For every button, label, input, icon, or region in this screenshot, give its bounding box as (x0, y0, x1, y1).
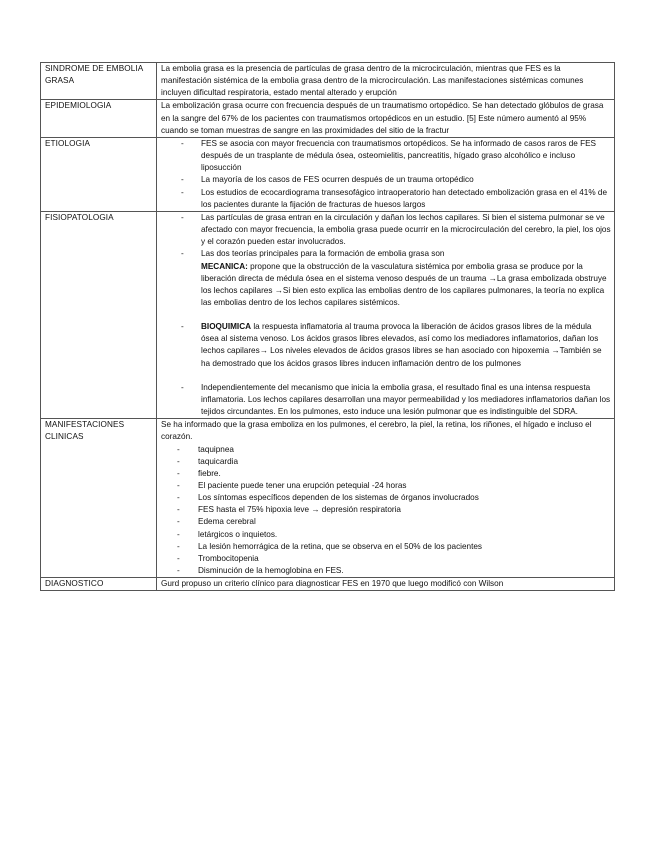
teorias-intro: Las dos teorías principales para la formación de embolia grasa son (201, 249, 445, 259)
content-table (40, 62, 615, 591)
list-item: - La mayoría de los casos de FES ocurren después de un trauma ortopédico (161, 174, 611, 186)
mecanica-keyword: MECANICA: (201, 261, 248, 271)
list-item: - Los estudios de ecocardiograma transesofágico intraoperatorio han detectado embolización grasa en el 41% de los pacientes durante la fijación de fracturas de huesos largos (161, 187, 611, 211)
row-content-etiologia (157, 137, 615, 211)
list-item: - letárgicos o inquietos. (161, 529, 611, 541)
list-item: - fiebre. (161, 468, 611, 480)
list-item: - El paciente puede tener una erupción petequial -24 horas (161, 480, 611, 492)
row-content-manifestaciones (157, 419, 615, 578)
row-content-sindrome: La embolia grasa es la presencia de partículas de grasa dentro de la microcirculación, mientras que FES es la manifestación sistémica de la embolia grasa dentro de la microcirculación. Las manifestaciones sistémicas comunes incluyen dificultad respiratoria, estado mental alterado y erupción (157, 63, 615, 100)
row-content-epidemiologia: La embolización grasa ocurre con frecuencia después de un traumatismo ortopédico. Se han detectado glóbulos de grasa en la sangre del 67% de los pacientes con traumatismos ortopédicos en un estudio. [5] Este número aumentó al 95% cuando se toman muestras de sangre en las proximidades del sitio de la fractur (157, 100, 615, 137)
list-item: - FES hasta el 75% hipoxia leve → depresión respiratoria (161, 504, 611, 516)
fisiopatologia-list-3 (161, 382, 611, 418)
row-label-sindrome: SINDROME DE EMBOLIA GRASA (41, 63, 157, 100)
row-label-diagnostico: DIAGNOSTICO (41, 578, 157, 591)
manifestaciones-intro: Se ha informado que la grasa emboliza en los pulmones, el cerebro, la piel, la retina, los riñones, el hígado e incluso el corazón. (161, 420, 592, 442)
list-item: - taquicardia (161, 456, 611, 468)
table-row (41, 137, 615, 211)
row-label-fisiopatologia: FISIOPATOLOGIA (41, 211, 157, 418)
list-item: - Las partículas de grasa entran en la circulación y dañan los lechos capilares. Si bien el sistema pulmonar se ve afectado con mayor frecuencia, la embolia grasa puede ocurrir en la microcirculación del cerebro, la piel, los ojos y el corazón pueden estar involucrados. (161, 212, 611, 248)
fisiopatologia-list (161, 212, 611, 309)
table-row (41, 211, 615, 418)
manifestaciones-list (161, 444, 611, 578)
table-row (41, 63, 615, 100)
row-content-diagnostico: Gurd propuso un criterio clínico para diagnosticar FES en 1970 que luego modificó con Wilson (157, 578, 615, 591)
row-label-etiologia: ETIOLOGIA (41, 137, 157, 211)
document-page (40, 62, 615, 591)
row-label-epidemiologia: EPIDEMIOLOGIA (41, 100, 157, 137)
list-item: - Trombocitopenia (161, 553, 611, 565)
list-item (161, 321, 611, 370)
list-item (161, 248, 611, 309)
list-item: - Disminución de la hemoglobina en FES. (161, 565, 611, 577)
etiologia-list (161, 138, 611, 211)
row-content-fisiopatologia (157, 211, 615, 418)
list-item: - Independientemente del mecanismo que inicia la embolia grasa, el resultado final es una intensa respuesta inflamatoria. Los lechos capilares desarrollan una mayor permeabilidad y los mediadores inflamatorios dañan los tejidos circundantes. En los pulmones, esto induce una lesión pulmonar que es indistinguible del SDRA. (161, 382, 611, 418)
list-item: - La lesión hemorrágica de la retina, que se observa en el 50% de los pacientes (161, 541, 611, 553)
table-row (41, 578, 615, 591)
mecanica-text: propone que la obstrucción de la vasculatura sistémica por embolia grasa se produce por la liberación directa de médula ósea en el sistema venoso después de un trauma →La grasa embolizada obstruye los lechos capilares →Si bien esto explica las embolias dentro de los capilares pulmonares, la teoría no explica las embolias dentro de los lechos capilares sistémicos. (201, 261, 607, 307)
list-item: - FES se asocia con mayor frecuencia con traumatismos ortopédicos. Se ha informado de casos raros de FES después de un trasplante de médula ósea, osteomielitis, pancreatitis, hígado graso alcohólico e incluso liposucción (161, 138, 611, 174)
bioquimica-text: la respuesta inflamatoria al trauma provoca la liberación de ácidos grasos libres de la médula ósea al sistema venoso. Los ácidos grasos libres elevados, así como los mediadores inflamatorios, dañan los lechos capilares→ Los niveles elevados de ácidos grasos libres se han asociado con hipoxemia →También se ha demostrado que los ácidos grasos libres inducen inflamación dentro de los pulmones (201, 322, 602, 368)
list-item: - Los síntomas específicos dependen de los sistemas de órganos involucrados (161, 492, 611, 504)
list-item: - Edema cerebral (161, 516, 611, 528)
fisiopatologia-list-2 (161, 321, 611, 370)
bioquimica-keyword: BIOQUIMICA (201, 322, 252, 332)
table-row (41, 419, 615, 578)
list-item: - taquipnea (161, 444, 611, 456)
row-label-manifestaciones: MANIFESTACIONES CLINICAS (41, 419, 157, 578)
table-row (41, 100, 615, 137)
